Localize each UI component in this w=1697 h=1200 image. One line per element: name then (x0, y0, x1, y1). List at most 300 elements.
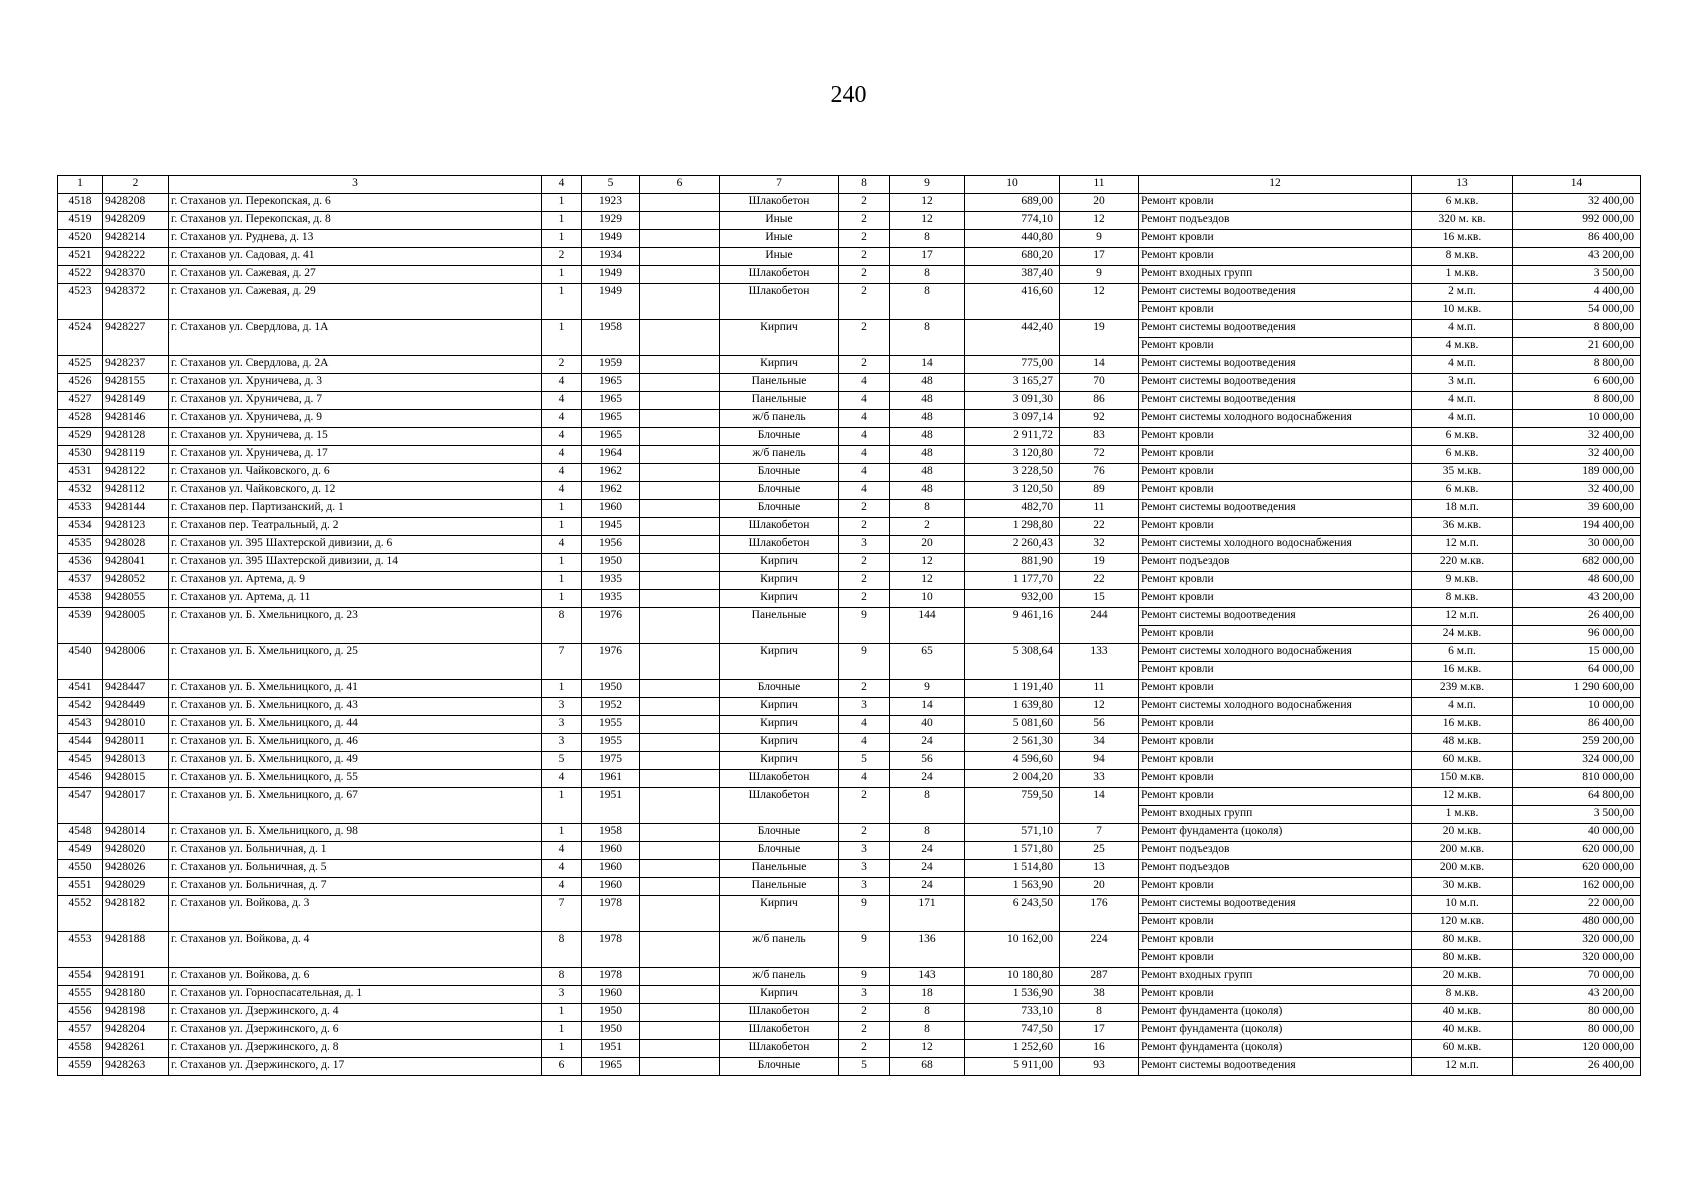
wall-material-cell: Панельные (720, 392, 839, 410)
work-quantity-cell: 6 м.п. (1412, 644, 1513, 662)
column-6-cell (640, 896, 720, 932)
row-number-cell: 4558 (58, 1040, 103, 1058)
work-cost-cell: 80 000,00 (1513, 1004, 1641, 1022)
entrances-cell: 4 (542, 482, 582, 500)
work-cost-cell: 26 400,00 (1513, 608, 1641, 626)
table-row (58, 680, 1641, 698)
entrances-cell: 8 (542, 968, 582, 986)
address-cell: г. Стаханов ул. Войкова, д. 4 (169, 932, 542, 968)
residents-cell: 72 (1060, 446, 1139, 464)
residents-cell: 33 (1060, 770, 1139, 788)
column-6-cell (640, 536, 720, 554)
row-number-cell: 4520 (58, 230, 103, 248)
work-cost-cell: 32 400,00 (1513, 428, 1641, 446)
floors-cell: 2 (839, 572, 890, 590)
row-number-cell: 4557 (58, 1022, 103, 1040)
row-number-cell: 4539 (58, 608, 103, 644)
repair-work-cell: Ремонт подъездов (1139, 860, 1412, 878)
row-number-cell: 4526 (58, 374, 103, 392)
building-code-cell: 9428015 (103, 770, 169, 788)
address-cell: г. Стаханов ул. Б. Хмельницкого, д. 98 (169, 824, 542, 842)
total-area-cell: 5 081,60 (965, 716, 1060, 734)
total-area-cell: 571,10 (965, 824, 1060, 842)
residents-cell: 20 (1060, 194, 1139, 212)
residents-cell: 244 (1060, 608, 1139, 644)
total-area-cell: 10 180,80 (965, 968, 1060, 986)
work-quantity-cell: 4 м.п. (1412, 410, 1513, 428)
work-cost-cell: 43 200,00 (1513, 590, 1641, 608)
building-code-cell: 9428227 (103, 320, 169, 356)
table-row (58, 590, 1641, 608)
entrances-cell: 1 (542, 230, 582, 248)
work-quantity-cell: 16 м.кв. (1412, 230, 1513, 248)
work-quantity-cell: 6 м.кв. (1412, 194, 1513, 212)
entrances-cell: 4 (542, 446, 582, 464)
repair-work-cell: Ремонт системы водоотведения (1139, 896, 1412, 914)
column-6-cell (640, 212, 720, 230)
column-6-cell (640, 770, 720, 788)
total-area-cell: 1 298,80 (965, 518, 1060, 536)
work-quantity-cell: 16 м.кв. (1412, 662, 1513, 680)
apartments-cell: 18 (890, 986, 965, 1004)
residents-cell: 8 (1060, 1004, 1139, 1022)
apartments-cell: 48 (890, 374, 965, 392)
work-cost-cell: 8 800,00 (1513, 320, 1641, 338)
floors-cell: 4 (839, 770, 890, 788)
residents-cell: 32 (1060, 536, 1139, 554)
entrances-cell: 6 (542, 1058, 582, 1076)
column-header: 14 (1513, 176, 1641, 194)
floors-cell: 4 (839, 734, 890, 752)
work-quantity-cell: 30 м.кв. (1412, 878, 1513, 896)
work-quantity-cell: 40 м.кв. (1412, 1022, 1513, 1040)
entrances-cell: 3 (542, 986, 582, 1004)
build-year-cell: 1929 (582, 212, 640, 230)
column-6-cell (640, 608, 720, 644)
building-code-cell: 9428198 (103, 1004, 169, 1022)
table-row (58, 860, 1641, 878)
entrances-cell: 8 (542, 608, 582, 644)
column-header: 9 (890, 176, 965, 194)
wall-material-cell: Панельные (720, 878, 839, 896)
entrances-cell: 4 (542, 878, 582, 896)
residents-cell: 17 (1060, 1022, 1139, 1040)
work-quantity-cell: 2 м.п. (1412, 284, 1513, 302)
address-cell: г. Стаханов ул. Перекопская, д. 6 (169, 194, 542, 212)
wall-material-cell: Шлакобетон (720, 518, 839, 536)
work-cost-cell: 64 000,00 (1513, 662, 1641, 680)
build-year-cell: 1949 (582, 230, 640, 248)
row-number-cell: 4547 (58, 788, 103, 824)
entrances-cell: 1 (542, 1022, 582, 1040)
address-cell: г. Стаханов ул. Дзержинского, д. 4 (169, 1004, 542, 1022)
work-cost-cell: 620 000,00 (1513, 860, 1641, 878)
table-row (58, 1040, 1641, 1058)
work-cost-cell: 32 400,00 (1513, 482, 1641, 500)
work-quantity-cell: 1 м.кв. (1412, 806, 1513, 824)
residents-cell: 92 (1060, 410, 1139, 428)
entrances-cell: 3 (542, 716, 582, 734)
build-year-cell: 1923 (582, 194, 640, 212)
repair-work-cell: Ремонт кровли (1139, 572, 1412, 590)
repair-work-cell: Ремонт кровли (1139, 914, 1412, 932)
address-cell: г. Стаханов ул. Дзержинского, д. 8 (169, 1040, 542, 1058)
wall-material-cell: Иные (720, 248, 839, 266)
address-cell: г. Стаханов ул. 395 Шахтерской дивизии, д. 6 (169, 536, 542, 554)
total-area-cell: 1 536,90 (965, 986, 1060, 1004)
repair-work-cell: Ремонт кровли (1139, 338, 1412, 356)
address-cell: г. Стаханов ул. Хруничева, д. 3 (169, 374, 542, 392)
building-code-cell: 9428144 (103, 500, 169, 518)
apartments-cell: 171 (890, 896, 965, 932)
apartments-cell: 40 (890, 716, 965, 734)
residents-cell: 19 (1060, 554, 1139, 572)
total-area-cell: 6 243,50 (965, 896, 1060, 932)
row-number-cell: 4521 (58, 248, 103, 266)
column-6-cell (640, 1058, 720, 1076)
entrances-cell: 1 (542, 320, 582, 356)
address-cell: г. Стаханов ул. Перекопская, д. 8 (169, 212, 542, 230)
floors-cell: 5 (839, 752, 890, 770)
building-code-cell: 9428237 (103, 356, 169, 374)
build-year-cell: 1978 (582, 896, 640, 932)
row-number-cell: 4522 (58, 266, 103, 284)
building-code-cell: 9428370 (103, 266, 169, 284)
repair-work-cell: Ремонт кровли (1139, 248, 1412, 266)
apartments-cell: 48 (890, 446, 965, 464)
floors-cell: 2 (839, 554, 890, 572)
wall-material-cell: Кирпич (720, 320, 839, 356)
residents-cell: 176 (1060, 896, 1139, 932)
work-quantity-cell: 10 м.п. (1412, 896, 1513, 914)
table-body (58, 194, 1641, 1076)
residents-cell: 12 (1060, 698, 1139, 716)
entrances-cell: 1 (542, 554, 582, 572)
work-cost-cell: 3 500,00 (1513, 266, 1641, 284)
work-quantity-cell: 18 м.п. (1412, 500, 1513, 518)
building-code-cell: 9428155 (103, 374, 169, 392)
build-year-cell: 1959 (582, 356, 640, 374)
column-6-cell (640, 734, 720, 752)
entrances-cell: 4 (542, 770, 582, 788)
row-number-cell: 4551 (58, 878, 103, 896)
residents-cell: 34 (1060, 734, 1139, 752)
work-quantity-cell: 16 м.кв. (1412, 716, 1513, 734)
total-area-cell: 5 911,00 (965, 1058, 1060, 1076)
column-header: 11 (1060, 176, 1139, 194)
table-row (58, 1004, 1641, 1022)
column-6-cell (640, 824, 720, 842)
address-cell: г. Стаханов ул. Б. Хмельницкого, д. 49 (169, 752, 542, 770)
total-area-cell: 775,00 (965, 356, 1060, 374)
column-header: 3 (169, 176, 542, 194)
work-cost-cell: 6 600,00 (1513, 374, 1641, 392)
total-area-cell: 482,70 (965, 500, 1060, 518)
building-code-cell: 9428041 (103, 554, 169, 572)
column-6-cell (640, 968, 720, 986)
build-year-cell: 1965 (582, 428, 640, 446)
residents-cell: 25 (1060, 842, 1139, 860)
address-cell: г. Стаханов ул. Артема, д. 9 (169, 572, 542, 590)
build-year-cell: 1975 (582, 752, 640, 770)
work-quantity-cell: 4 м.п. (1412, 320, 1513, 338)
column-6-cell (640, 482, 720, 500)
total-area-cell: 5 308,64 (965, 644, 1060, 680)
wall-material-cell: Шлакобетон (720, 770, 839, 788)
table-row (58, 932, 1641, 950)
wall-material-cell: Кирпич (720, 356, 839, 374)
work-cost-cell: 480 000,00 (1513, 914, 1641, 932)
wall-material-cell: Кирпич (720, 896, 839, 932)
repair-work-cell: Ремонт кровли (1139, 302, 1412, 320)
work-quantity-cell: 40 м.кв. (1412, 1004, 1513, 1022)
residents-cell: 9 (1060, 230, 1139, 248)
work-cost-cell: 620 000,00 (1513, 842, 1641, 860)
address-cell: г. Стаханов пер. Партизанский, д. 1 (169, 500, 542, 518)
residents-cell: 16 (1060, 1040, 1139, 1058)
work-cost-cell: 48 600,00 (1513, 572, 1641, 590)
row-number-cell: 4544 (58, 734, 103, 752)
work-cost-cell: 320 000,00 (1513, 932, 1641, 950)
build-year-cell: 1935 (582, 572, 640, 590)
wall-material-cell: Шлакобетон (720, 1040, 839, 1058)
column-6-cell (640, 464, 720, 482)
row-number-cell: 4518 (58, 194, 103, 212)
entrances-cell: 1 (542, 1040, 582, 1058)
row-number-cell: 4523 (58, 284, 103, 320)
work-quantity-cell: 6 м.кв. (1412, 428, 1513, 446)
column-6-cell (640, 860, 720, 878)
residents-cell: 94 (1060, 752, 1139, 770)
address-cell: г. Стаханов ул. 395 Шахтерской дивизии, д. 14 (169, 554, 542, 572)
wall-material-cell: ж/б панель (720, 446, 839, 464)
total-area-cell: 3 228,50 (965, 464, 1060, 482)
column-6-cell (640, 716, 720, 734)
work-cost-cell: 810 000,00 (1513, 770, 1641, 788)
wall-material-cell: Кирпич (720, 734, 839, 752)
repair-work-cell: Ремонт кровли (1139, 752, 1412, 770)
work-quantity-cell: 9 м.кв. (1412, 572, 1513, 590)
build-year-cell: 1960 (582, 878, 640, 896)
total-area-cell: 3 120,50 (965, 482, 1060, 500)
row-number-cell: 4549 (58, 842, 103, 860)
wall-material-cell: ж/б панель (720, 410, 839, 428)
work-quantity-cell: 200 м.кв. (1412, 860, 1513, 878)
apartments-cell: 48 (890, 482, 965, 500)
table-row (58, 716, 1641, 734)
row-number-cell: 4530 (58, 446, 103, 464)
work-cost-cell: 39 600,00 (1513, 500, 1641, 518)
table-row (58, 230, 1641, 248)
wall-material-cell: Шлакобетон (720, 1022, 839, 1040)
table-row (58, 194, 1641, 212)
repair-work-cell: Ремонт кровли (1139, 680, 1412, 698)
work-cost-cell: 40 000,00 (1513, 824, 1641, 842)
floors-cell: 2 (839, 212, 890, 230)
building-code-cell: 9428182 (103, 896, 169, 932)
floors-cell: 2 (839, 230, 890, 248)
work-quantity-cell: 6 м.кв. (1412, 482, 1513, 500)
work-quantity-cell: 8 м.кв. (1412, 590, 1513, 608)
floors-cell: 2 (839, 788, 890, 824)
address-cell: г. Стаханов ул. Б. Хмельницкого, д. 46 (169, 734, 542, 752)
table-row (58, 878, 1641, 896)
repair-table (57, 175, 1641, 1076)
address-cell: г. Стаханов ул. Сажевая, д. 29 (169, 284, 542, 320)
building-code-cell: 9428122 (103, 464, 169, 482)
row-number-cell: 4546 (58, 770, 103, 788)
row-number-cell: 4537 (58, 572, 103, 590)
table-row (58, 1058, 1641, 1076)
total-area-cell: 1 252,60 (965, 1040, 1060, 1058)
floors-cell: 2 (839, 1040, 890, 1058)
column-6-cell (640, 590, 720, 608)
entrances-cell: 1 (542, 500, 582, 518)
building-code-cell: 9428006 (103, 644, 169, 680)
apartments-cell: 8 (890, 500, 965, 518)
building-code-cell: 9428112 (103, 482, 169, 500)
row-number-cell: 4531 (58, 464, 103, 482)
build-year-cell: 1956 (582, 536, 640, 554)
table-row (58, 464, 1641, 482)
total-area-cell: 2 561,30 (965, 734, 1060, 752)
floors-cell: 2 (839, 680, 890, 698)
row-number-cell: 4525 (58, 356, 103, 374)
building-code-cell: 9428014 (103, 824, 169, 842)
repair-work-cell: Ремонт системы водоотведения (1139, 356, 1412, 374)
floors-cell: 3 (839, 842, 890, 860)
apartments-cell: 14 (890, 356, 965, 374)
row-number-cell: 4533 (58, 500, 103, 518)
work-cost-cell: 43 200,00 (1513, 986, 1641, 1004)
address-cell: г. Стаханов ул. Б. Хмельницкого, д. 67 (169, 788, 542, 824)
build-year-cell: 1958 (582, 320, 640, 356)
column-6-cell (640, 194, 720, 212)
repair-work-cell: Ремонт входных групп (1139, 968, 1412, 986)
address-cell: г. Стаханов ул. Б. Хмельницкого, д. 23 (169, 608, 542, 644)
table-row (58, 518, 1641, 536)
address-cell: г. Стаханов ул. Б. Хмельницкого, д. 55 (169, 770, 542, 788)
building-code-cell: 9428029 (103, 878, 169, 896)
wall-material-cell: Блочные (720, 1058, 839, 1076)
building-code-cell: 9428013 (103, 752, 169, 770)
work-cost-cell: 8 800,00 (1513, 356, 1641, 374)
floors-cell: 3 (839, 878, 890, 896)
total-area-cell: 9 461,16 (965, 608, 1060, 644)
build-year-cell: 1962 (582, 482, 640, 500)
build-year-cell: 1952 (582, 698, 640, 716)
row-number-cell: 4527 (58, 392, 103, 410)
residents-cell: 287 (1060, 968, 1139, 986)
table-row (58, 842, 1641, 860)
entrances-cell: 1 (542, 266, 582, 284)
wall-material-cell: Шлакобетон (720, 788, 839, 824)
total-area-cell: 10 162,00 (965, 932, 1060, 968)
entrances-cell: 1 (542, 284, 582, 320)
repair-work-cell: Ремонт системы водоотведения (1139, 284, 1412, 302)
total-area-cell: 733,10 (965, 1004, 1060, 1022)
floors-cell: 4 (839, 482, 890, 500)
column-6-cell (640, 572, 720, 590)
wall-material-cell: Кирпич (720, 572, 839, 590)
floors-cell: 4 (839, 374, 890, 392)
build-year-cell: 1965 (582, 410, 640, 428)
apartments-cell: 8 (890, 266, 965, 284)
residents-cell: 14 (1060, 356, 1139, 374)
row-number-cell: 4532 (58, 482, 103, 500)
build-year-cell: 1958 (582, 824, 640, 842)
apartments-cell: 56 (890, 752, 965, 770)
table-row (58, 284, 1641, 302)
address-cell: г. Стаханов ул. Свердлова, д. 2А (169, 356, 542, 374)
address-cell: г. Стаханов ул. Войкова, д. 6 (169, 968, 542, 986)
floors-cell: 3 (839, 986, 890, 1004)
floors-cell: 9 (839, 932, 890, 968)
address-cell: г. Стаханов ул. Б. Хмельницкого, д. 41 (169, 680, 542, 698)
column-header: 2 (103, 176, 169, 194)
build-year-cell: 1978 (582, 968, 640, 986)
row-number-cell: 4540 (58, 644, 103, 680)
entrances-cell: 1 (542, 518, 582, 536)
row-number-cell: 4542 (58, 698, 103, 716)
repair-work-cell: Ремонт кровли (1139, 734, 1412, 752)
building-code-cell: 9428263 (103, 1058, 169, 1076)
wall-material-cell: ж/б панель (720, 932, 839, 968)
wall-material-cell: Блочные (720, 464, 839, 482)
apartments-cell: 20 (890, 536, 965, 554)
table-row (58, 212, 1641, 230)
wall-material-cell: Панельные (720, 374, 839, 392)
residents-cell: 22 (1060, 518, 1139, 536)
floors-cell: 9 (839, 896, 890, 932)
floors-cell: 5 (839, 1058, 890, 1076)
residents-cell: 56 (1060, 716, 1139, 734)
table-row (58, 536, 1641, 554)
building-code-cell: 9428028 (103, 536, 169, 554)
repair-work-cell: Ремонт системы водоотведения (1139, 392, 1412, 410)
table-row (58, 968, 1641, 986)
work-quantity-cell: 60 м.кв. (1412, 1040, 1513, 1058)
address-cell: г. Стаханов ул. Больничная, д. 5 (169, 860, 542, 878)
page-number: 240 (830, 82, 867, 108)
floors-cell: 9 (839, 968, 890, 986)
address-cell: г. Стаханов ул. Чайковского, д. 12 (169, 482, 542, 500)
work-cost-cell: 70 000,00 (1513, 968, 1641, 986)
wall-material-cell: Шлакобетон (720, 1004, 839, 1022)
building-code-cell: 9428188 (103, 932, 169, 968)
floors-cell: 4 (839, 464, 890, 482)
repair-work-cell: Ремонт кровли (1139, 590, 1412, 608)
build-year-cell: 1960 (582, 500, 640, 518)
entrances-cell: 1 (542, 680, 582, 698)
total-area-cell: 1 191,40 (965, 680, 1060, 698)
row-number-cell: 4519 (58, 212, 103, 230)
apartments-cell: 24 (890, 860, 965, 878)
residents-cell: 12 (1060, 284, 1139, 320)
work-cost-cell: 43 200,00 (1513, 248, 1641, 266)
apartments-cell: 68 (890, 1058, 965, 1076)
floors-cell: 2 (839, 1004, 890, 1022)
apartments-cell: 2 (890, 518, 965, 536)
residents-cell: 224 (1060, 932, 1139, 968)
row-number-cell: 4555 (58, 986, 103, 1004)
build-year-cell: 1965 (582, 392, 640, 410)
column-6-cell (640, 554, 720, 572)
repair-work-cell: Ремонт кровли (1139, 662, 1412, 680)
work-quantity-cell: 24 м.кв. (1412, 626, 1513, 644)
entrances-cell: 7 (542, 896, 582, 932)
floors-cell: 2 (839, 284, 890, 320)
